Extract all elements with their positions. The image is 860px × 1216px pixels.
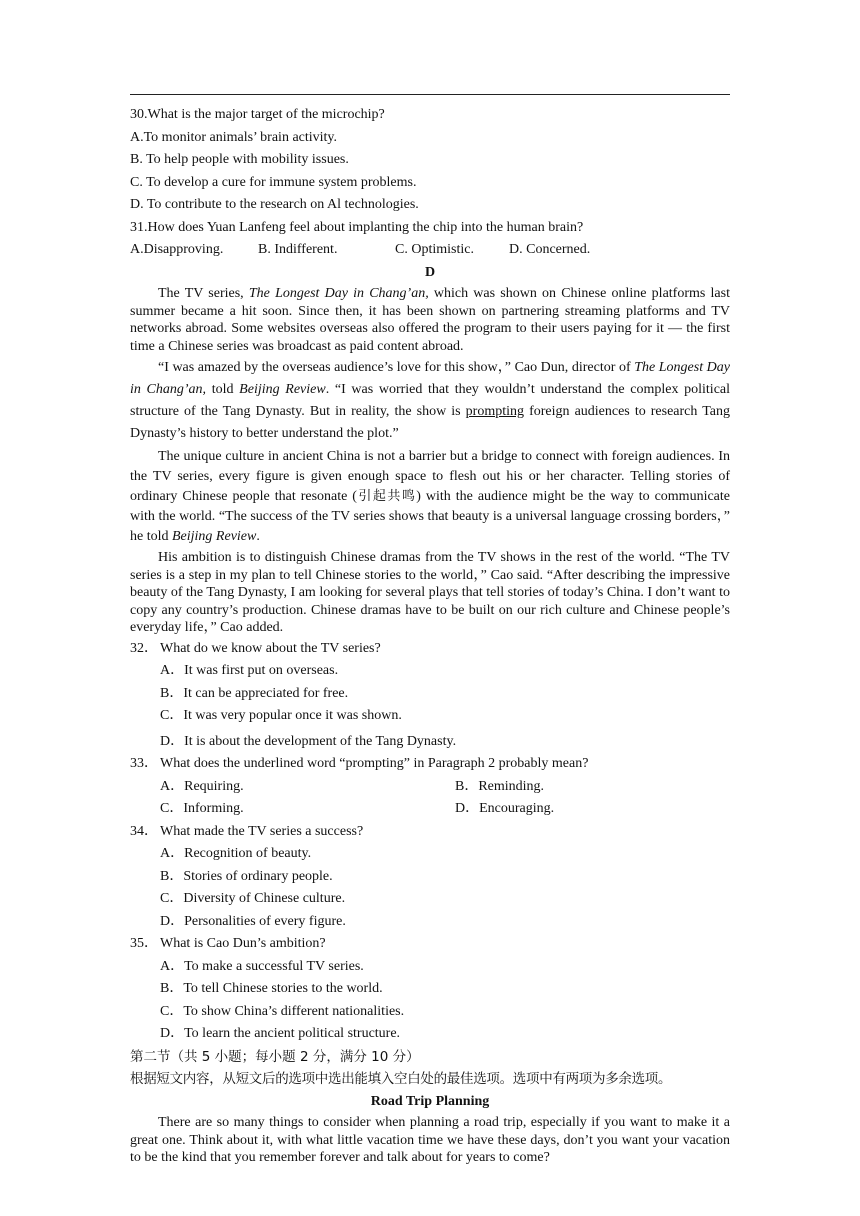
road-trip-title: Road Trip Planning [370,1093,490,1109]
question-32-stem: 32． What do we know about the TV series? [130,640,381,656]
magazine-name: Beijing Review [239,382,326,397]
question-35-stem: 35． What is Cao Dun’s ambition? [130,936,326,951]
question-35-option-b: B．To tell Chinese stories to the world. [160,981,383,996]
question-31-option-b: B. Indifferent. [258,242,338,257]
road-trip-paragraph: There are so many things to consider when planning a road trip, especially if you want to make it a great one. Think about it, with what little vacation time we have these days, don’t you want your vacation to be the kind that you remember forever and talk about for years to come? [130,1115,730,1165]
question-35-option-a: A．To make a successful TV series. [160,958,364,974]
question-30-option-b: B. To help people with mobility issues. [130,152,349,167]
question-35-option-c: C．To show China’s different nationalities. [160,1003,405,1019]
question-30-option-c: C. To develop a cure for immune system problems. [130,174,417,190]
question-31-option-d: D. Concerned. [509,242,591,257]
question-32-option-d: D．It is about the development of the Tang Dynasty. [160,733,457,749]
passage-d-paragraph-3: The unique culture in ancient China is not a barrier but a bridge to connect with foreign audiences. In the TV series, every figure is given enough space to flesh out his or her character. Telling stories of ordinary Chinese people that resonate (引起共鸣) with the audience might be the way to communicate with the world. “The success of the TV series shows that beauty is a universal language crossing borders，” he told Beijing Review. [130,449,730,544]
question-32-options [160,660,730,753]
exam-page [130,104,730,1168]
section-2-instruction: 根据短文内容，从短文后的选项中选出能填入空白处的最佳选项。选项中有两项为多余选项。 [130,1071,672,1087]
chinese-gloss: 引起共鸣 [356,489,417,504]
question-33-option-b: B．Reminding. [455,778,545,794]
passage-d-paragraph-2: “I was amazed by the overseas audience’s love for this show，” Cao Dun, director of The Longest Day in Chang’an, told Beijing Review. “I was worried that they wouldn’t understand the complex political structure of the Tang Dynasty. But in reality, the show is prompting foreign audiences to research Tang Dynasty’s history to better understand the plot.” [130,360,731,441]
question-33-option-c: C．Informing. [160,801,244,816]
question-31-option-c: C. Optimistic. [395,242,474,257]
question-34-option-b: B．Stories of ordinary people. [160,868,333,884]
question-34-options [160,843,730,933]
question-30-option-d: D. To contribute to the research on Al technologies. [130,197,419,212]
question-34-option-c: C．Diversity of Chinese culture. [160,891,346,906]
question-32-option-c: C．It was very popular once it was shown. [160,708,402,723]
show-title: The Longest Day in Chang’an, [248,286,429,301]
question-30-stem: 30.What is the major target of the microchip? [130,107,385,122]
question-32-option-b: B．It can be appreciated for free. [160,685,349,701]
question-34-option-a: A．Recognition of beauty. [160,846,312,861]
passage-d-label: D [424,264,436,280]
magazine-name: Beijing Review [172,529,257,544]
question-34-option-d: D．Personalities of every figure. [160,913,346,929]
question-33-options [160,776,730,821]
question-33-option-a: A．Requiring. [160,778,244,794]
question-31-stem: 31.How does Yuan Lanfeng feel about implanting the chip into the human brain? [130,219,584,235]
passage-d-paragraph-4: His ambition is to distinguish Chinese dramas from the TV shows in the rest of the world. “The TV series is a step in my plan to tell Chinese stories to the world，” Cao said. “After describing the impressive beauty of the Tang Dynasty, I am looking for several plays that tell stories of today’s China. I don’t want to copy any country’s production. Chinese dramas have to be built on our rich culture and Chinese people’s everyday life，” Cao added. [130,550,730,635]
underlined-word: prompting [465,404,525,419]
show-title: The Longest Day in Chang’an, [130,360,730,397]
passage-d-paragraph-1: The TV series, The Longest Day in Chang’an, which was shown on Chinese online platforms last summer became a hit soon. Since then, it has been shown on partnering streaming platforms and TV networks abroad. Some websites overseas also offered the program to their users paying for it — the first time a Chinese series was broadcast as paid content abroad. [130,286,730,354]
question-32-option-a: A．It was first put on overseas. [160,663,339,678]
question-34-stem: 34． What made the TV series a success? [130,823,364,839]
question-33-stem: 33． What does the underlined word “prompting” in Paragraph 2 probably mean? [130,756,589,771]
question-30-option-a: A.To monitor animals’ brain activity. [130,129,338,145]
question-33-option-d: D．Encouraging. [455,801,555,816]
question-35-options [160,956,730,1046]
question-35-option-d: D．To learn the ancient political structure. [160,1026,401,1041]
header-rule [130,94,730,95]
section-2-heading: 第二节（共 5 小题；每小题 2 分，满分 10 分） [130,1048,420,1065]
question-31-option-a: A.Disapproving. [130,242,224,257]
question-31-options [130,239,730,262]
